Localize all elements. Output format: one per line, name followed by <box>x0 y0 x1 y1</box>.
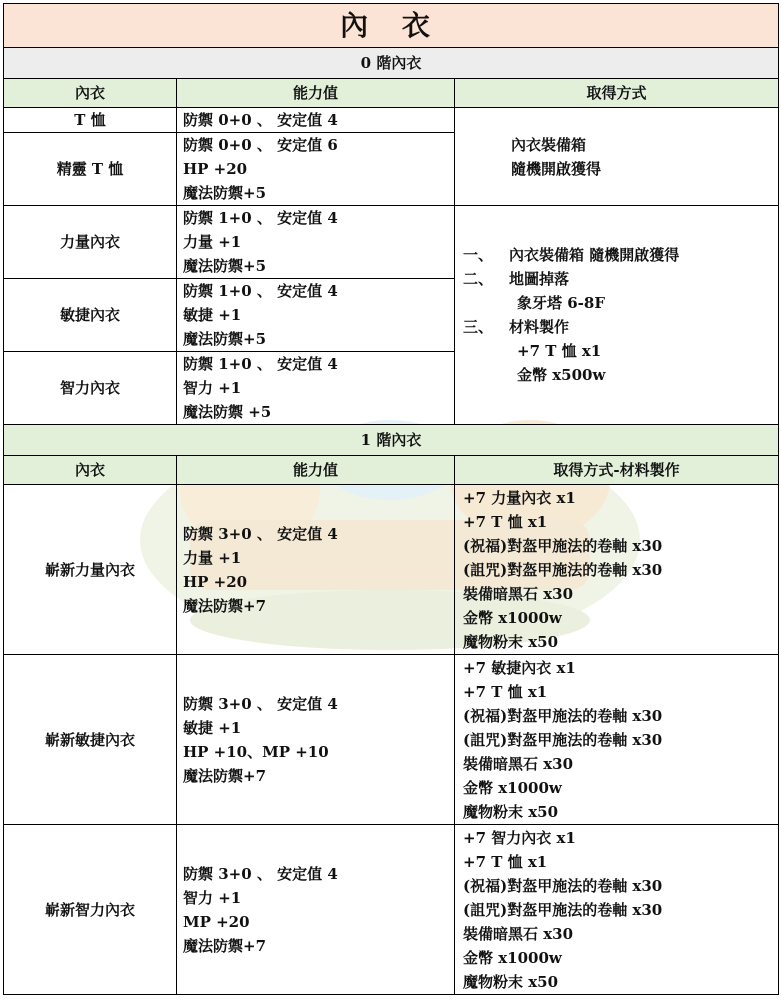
header-name: 內衣 <box>4 456 177 485</box>
underwear-table <box>3 3 779 995</box>
item-name: T 恤 <box>4 108 177 133</box>
header-stats: 能力值 <box>177 456 455 485</box>
header-source: 取得方式-材料製作 <box>455 456 779 485</box>
item-stats: 防禦 3+0 、 安定值 4 敏捷 +1 HP +10、MP +10 魔法防禦+7 <box>177 655 455 825</box>
source-cell-a: 內衣裝備箱 隨機開啟獲得 <box>455 108 779 206</box>
table-row <box>4 108 779 133</box>
item-stats: 防禦 0+0 、 安定值 4 <box>177 108 455 133</box>
item-name: 智力內衣 <box>4 352 177 425</box>
materials-list: +7 敏捷內衣 x1 +7 T 恤 x1 (祝福)對盔甲施法的卷軸 x30 (詛咒)對盔甲施法的卷軸 x30 裝備暗黑石 x30 金幣 x1000w 魔物粉末 x50 <box>455 655 779 825</box>
header-name: 內衣 <box>4 79 177 108</box>
table-row <box>4 206 779 279</box>
tier0-label: 0 階內衣 <box>4 48 779 79</box>
table-row <box>4 825 779 995</box>
table-row <box>4 485 779 655</box>
item-stats: 防禦 0+0 、 安定值 6 HP +20 魔法防禦+5 <box>177 133 455 206</box>
item-stats: 防禦 1+0 、 安定值 4 敏捷 +1 魔法防禦+5 <box>177 279 455 352</box>
materials-list: +7 力量內衣 x1 +7 T 恤 x1 (祝福)對盔甲施法的卷軸 x30 (詛咒)對盔甲施法的卷軸 x30 裝備暗黑石 x30 金幣 x1000w 魔物粉末 x50 <box>455 485 779 655</box>
item-stats: 防禦 1+0 、 安定值 4 力量 +1 魔法防禦+5 <box>177 206 455 279</box>
item-stats: 防禦 3+0 、 安定值 4 智力 +1 MP +20 魔法防禦+7 <box>177 825 455 995</box>
header-stats: 能力值 <box>177 79 455 108</box>
source-cell-b: 一、 內衣裝備箱 隨機開啟獲得 二、 地圖掉落 象牙塔 6-8F 三、 材料製作 +7 T 恤 x1 金幣 x500w <box>455 206 779 425</box>
header-source: 取得方式 <box>455 79 779 108</box>
table-row <box>4 655 779 825</box>
materials-list: +7 智力內衣 x1 +7 T 恤 x1 (祝福)對盔甲施法的卷軸 x30 (詛咒)對盔甲施法的卷軸 x30 裝備暗黑石 x30 金幣 x1000w 魔物粉末 x50 <box>455 825 779 995</box>
page-title: 內 衣 <box>4 4 779 48</box>
item-name: 嶄新力量內衣 <box>4 485 177 655</box>
item-name: 力量內衣 <box>4 206 177 279</box>
item-stats: 防禦 1+0 、 安定值 4 智力 +1 魔法防禦 +5 <box>177 352 455 425</box>
item-name: 精靈 T 恤 <box>4 133 177 206</box>
tier1-label: 1 階內衣 <box>4 425 779 456</box>
item-name: 敏捷內衣 <box>4 279 177 352</box>
item-name: 嶄新智力內衣 <box>4 825 177 995</box>
item-name: 嶄新敏捷內衣 <box>4 655 177 825</box>
item-stats: 防禦 3+0 、 安定值 4 力量 +1 HP +20 魔法防禦+7 <box>177 485 455 655</box>
